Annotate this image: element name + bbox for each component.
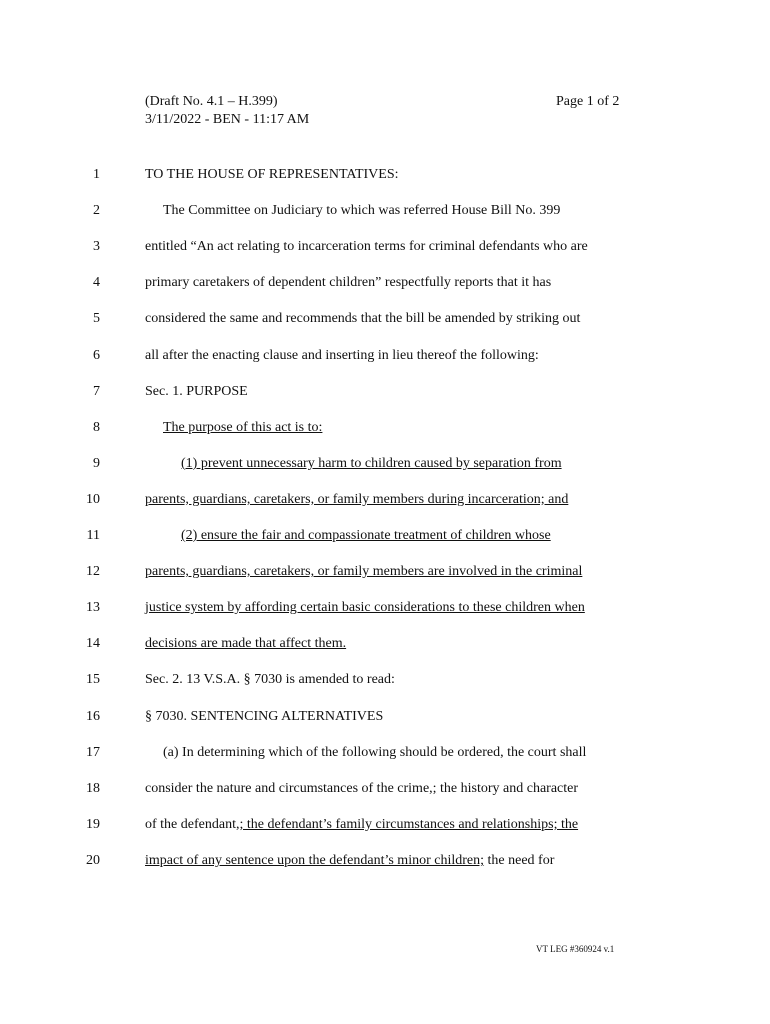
- line-text: [145, 669, 395, 691]
- inserted-text: parents, guardians, caretakers, or family members during incarceration; and: [145, 491, 569, 507]
- document-line: [0, 200, 770, 222]
- line-number: 19: [86, 816, 100, 832]
- document-line: [0, 236, 770, 258]
- text-segment: TO THE HOUSE OF REPRESENTATIVES:: [145, 167, 399, 182]
- inserted-text: decisions are made that affect them.: [145, 636, 347, 652]
- text-segment: The Committee on Judiciary to which was referred House Bill No. 399: [163, 203, 561, 219]
- line-number: 6: [93, 347, 100, 363]
- line-text: [145, 308, 580, 330]
- document-line: [0, 633, 770, 655]
- document-line: [0, 778, 770, 800]
- line-text: [145, 778, 578, 800]
- text-segment: primary caretakers of dependent children” respectfully reports that it has: [145, 275, 552, 291]
- document-line: [0, 272, 770, 294]
- text-segment: § 7030. SENTENCING ALTERNATIVES: [145, 708, 384, 724]
- line-text: [145, 633, 346, 655]
- text-segment: (a) In determining which of the following should be ordered, the court shall: [163, 744, 587, 760]
- document-line: [0, 706, 770, 728]
- line-number: 10: [86, 491, 100, 507]
- document-line: [0, 453, 770, 475]
- page-number: Page 1 of 2: [556, 94, 620, 109]
- line-number: 17: [86, 744, 100, 760]
- line-text: [145, 164, 399, 186]
- line-number: 11: [86, 528, 100, 543]
- inserted-text: parents, guardians, caretakers, or family members are involved in the criminal: [145, 564, 583, 580]
- line-text: [145, 200, 560, 222]
- line-text: [145, 814, 578, 836]
- line-number: 2: [93, 203, 100, 219]
- line-text: [145, 381, 248, 403]
- footer-id: VT LEG #360924 v.1: [536, 944, 615, 954]
- line-text: [145, 742, 586, 764]
- text-segment: Sec. 1. PURPOSE: [145, 383, 248, 399]
- line-number: 7: [93, 383, 100, 399]
- document-line: [0, 308, 770, 330]
- document-line: [0, 669, 770, 691]
- document-line: [0, 381, 770, 403]
- line-text: [145, 489, 568, 511]
- line-number: 16: [86, 708, 100, 724]
- document-line: [0, 597, 770, 619]
- line-number: 5: [93, 311, 100, 327]
- line-text: [145, 236, 588, 258]
- line-text: [145, 597, 585, 619]
- inserted-text: ,; the defendant’s family circumstances and relationships; the: [235, 816, 579, 832]
- line-number: 13: [86, 600, 100, 616]
- line-number: 14: [86, 636, 100, 652]
- line-number: 12: [86, 564, 100, 580]
- text-segment: the history and character: [436, 780, 579, 796]
- line-text: [145, 706, 383, 728]
- line-number: 15: [86, 672, 100, 688]
- document-line: [0, 850, 770, 872]
- inserted-text: impact of any sentence upon the defendant’s minor children;: [145, 852, 485, 868]
- line-number: 1: [93, 167, 100, 182]
- text-segment: of the defendant: [145, 816, 236, 832]
- line-text: [145, 345, 539, 367]
- text-segment: all after the enacting clause and inserting in lieu thereof the following:: [145, 347, 539, 363]
- inserted-text: ,;: [429, 780, 437, 796]
- line-text: [145, 561, 582, 583]
- line-text: [145, 272, 551, 294]
- document-line: [0, 417, 770, 439]
- inserted-text: justice system by affording certain basic considerations to these children when: [145, 600, 585, 616]
- line-number: 20: [86, 852, 100, 868]
- inserted-text: The purpose of this act is to:: [163, 419, 323, 435]
- document-line: [0, 561, 770, 583]
- line-text: [145, 453, 562, 475]
- line-text: [145, 525, 551, 547]
- header-block: [145, 93, 309, 129]
- document-line: [0, 742, 770, 764]
- line-text: [145, 850, 554, 872]
- inserted-text: (2) ensure the fair and compassionate treatment of children whose: [181, 528, 551, 543]
- text-segment: entitled “An act relating to incarceration terms for criminal defendants who are: [145, 239, 588, 255]
- document-line: [0, 814, 770, 836]
- line-number: 4: [93, 275, 100, 291]
- line-text: [145, 417, 322, 439]
- line-number: 3: [93, 239, 100, 255]
- text-segment: the need for: [484, 852, 555, 868]
- line-number: 9: [93, 455, 100, 471]
- text-segment: consider the nature and circumstances of the crime: [145, 780, 430, 796]
- draft-label: (Draft No. 4.1 – H.399): [145, 94, 278, 109]
- line-number: 8: [93, 419, 100, 435]
- draft-date: 3/11/2022 - BEN - 11:17 AM: [145, 112, 310, 127]
- document-line: [0, 345, 770, 367]
- text-segment: Sec. 2. 13 V.S.A. § 7030 is amended to read:: [145, 672, 395, 688]
- text-segment: considered the same and recommends that the bill be amended by striking out: [145, 311, 581, 327]
- document-line: [0, 525, 770, 547]
- document-line: [0, 164, 770, 186]
- inserted-text: (1) prevent unnecessary harm to children caused by separation from: [181, 455, 562, 471]
- document-line: [0, 489, 770, 511]
- line-number: 18: [86, 780, 100, 796]
